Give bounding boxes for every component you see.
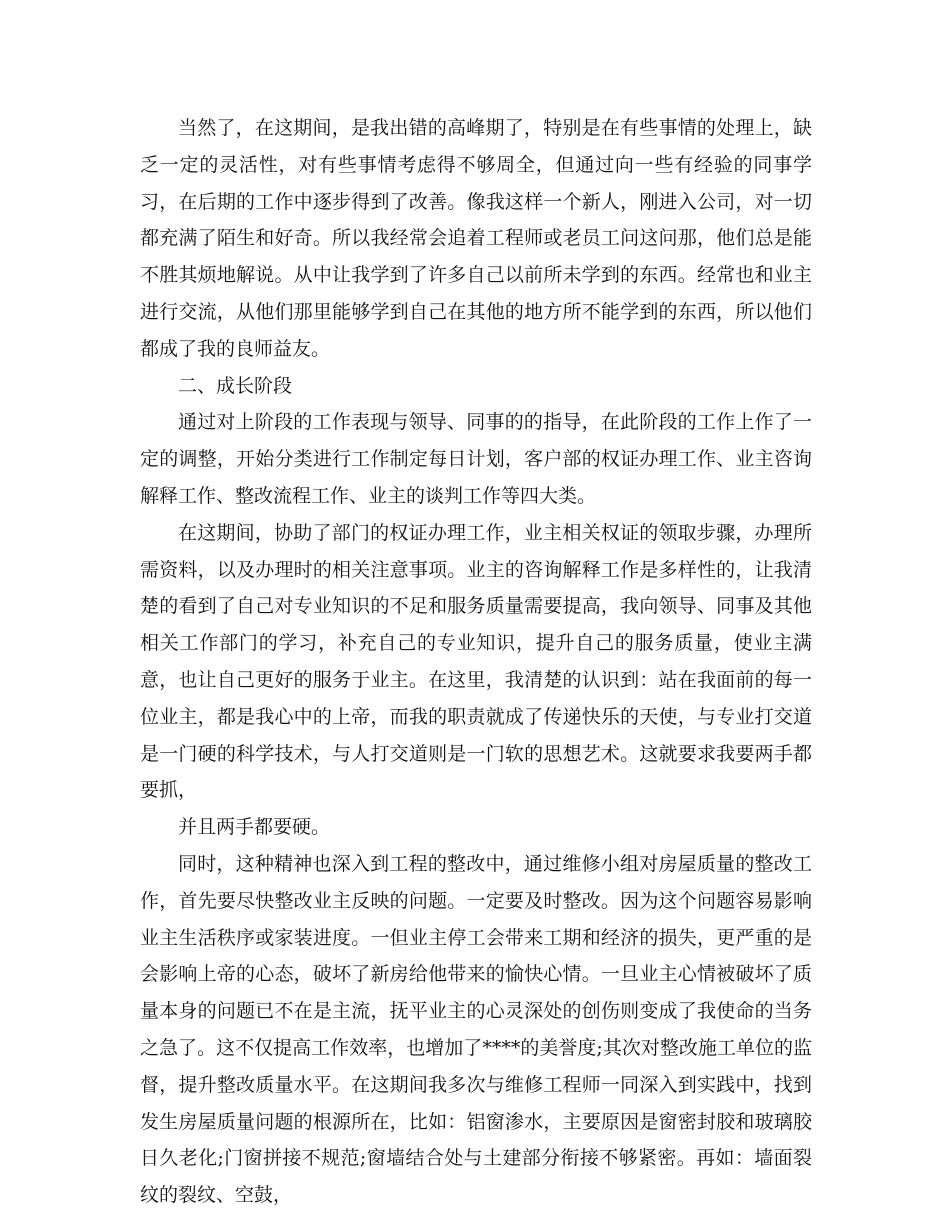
paragraph-2: 通过对上阶段的工作表现与领导、同事的的指导，在此阶段的工作上作了一定的调整，开始分类进行工作制定每日计划，客户部的权证办理工作、业主咨询解释工作、整改流程工作、业主的谈判工作等四大类。: [140, 411, 812, 507]
paragraph-1: 当然了，在这期间，是我出错的高峰期了，特别是在有些事情的处理上，缺乏一定的灵活性，对有些事情考虑得不够周全，但通过向一些有经验的同事学习，在后期的工作中逐步得到了改善。像我这样一个新人，刚进入公司，对一切都充满了陌生和好奇。所以我经常会追着工程师或老员工问这问那，他们总是能不胜其烦地解说。从中让我学到了许多自己以前所未学到的东西。经常也和业主进行交流，从他们那里能够学到自己在其他的地方所不能学到的东西，所以他们都成了我的良师益友。: [140, 117, 812, 360]
document-body: [140, 110, 812, 1214]
paragraph-3: 在这期间，协助了部门的权证办理工作，业主相关权证的领取步骤，办理所需资料，以及办理时的相关注意事项。业主的咨询解释工作是多样性的，让我清楚的看到了自己对专业知识的不足和服务质量需要提高，我向领导、同事及其他相关工作部门的学习，补充自己的专业知识，提升自己的服务质量，使业主满意，也让自己更好的服务于业主。在这里，我清楚的认识到：站在我面前的每一位业主，都是我心中的上帝，而我的职责就成了传递快乐的天使，与专业打交道是一门硬的科学技术，与人打交道则是一门软的思想艺术。这就要求我要两手都要抓，: [140, 521, 812, 802]
paragraph-5: 同时，这种精神也深入到工程的整改中，通过维修小组对房屋质量的整改工作，首先要尽快整改业主反映的问题。一定要及时整改。因为这个问题容易影响业主生活秩序或家装进度。一但业主停工会带来工期和经济的损失，更严重的是会影响上帝的心态，破坏了新房给他带来的愉快心情。一旦业主心情被破坏了质量本身的问题已不在是主流，抚平业主的心灵深处的创伤则变成了我使命的当务之急了。这不仅提高工作效率，也增加了****的美誉度;其次对整改施工单位的监督，提升整改质量水平。在这期间我多次与维修工程师一同深入到实践中，找到发生房屋质量问题的根源所在，比如：铝窗渗水，主要原因是窗密封胶和玻璃胶日久老化;门窗拼接不规范;窗墙结合处与土建部分衔接不够紧密。再如：墙面裂纹的裂纹、空鼓，: [140, 852, 812, 1207]
section-heading: 二、成长阶段: [178, 374, 293, 397]
paragraph-4: 并且两手都要硬。: [178, 816, 331, 839]
